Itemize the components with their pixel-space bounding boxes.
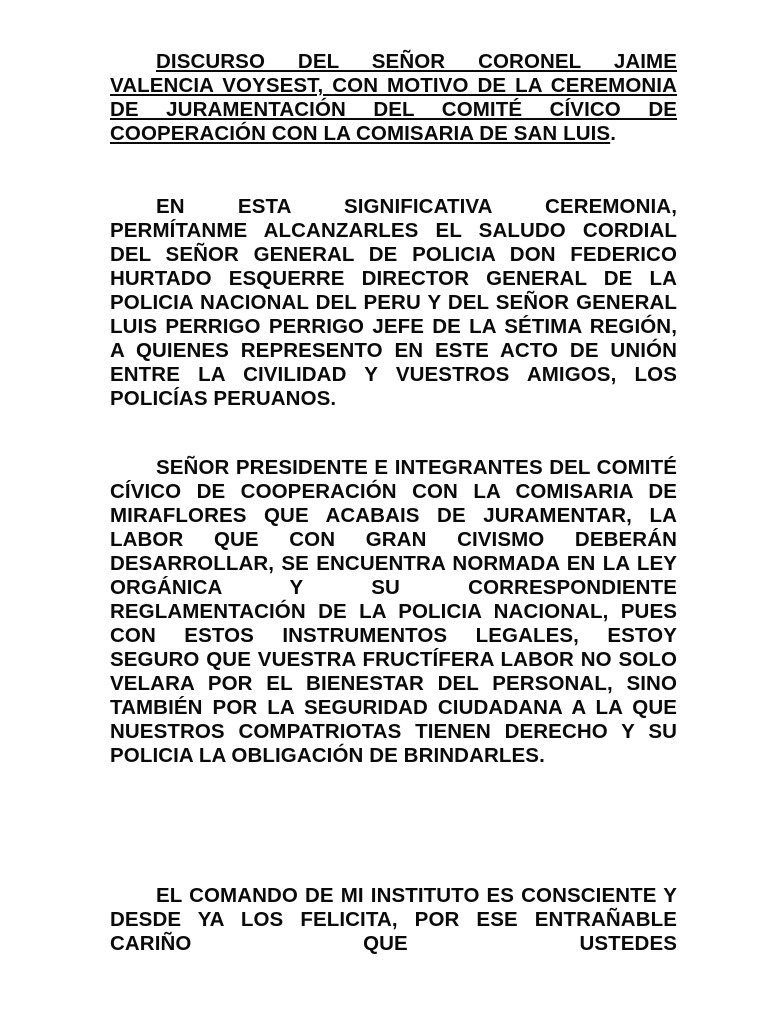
- paragraph-1: EN ESTA SIGNIFICATIVA CEREMONIA, PERMÍTANME ALCANZARLES EL SALUDO CORDIAL DEL SEÑOR GENERAL DE POLICIA DON FEDERICO HURTADO ESQUERRE DIRECTOR GENERAL DE LA POLICIA NACIONAL DEL PERU Y DEL SEÑOR GENERAL LUIS PERRIGO PERRIGO JEFE DE LA SÉTIMA REGIÓN, A QUIENES REPRESENTO EN ESTE ACTO DE UNIÓN ENTRE LA CIVILIDAD Y VUESTROS AMIGOS, LOS POLICÍAS PERUANOS.: [110, 195, 677, 410]
- document-title: [110, 50, 677, 146]
- paragraph-2: SEÑOR PRESIDENTE E INTEGRANTES DEL COMITÉ CÍVICO DE COOPERACIÓN CON LA COMISARIA DE MIRAFLORES QUE ACABAIS DE JURAMENTAR, LA LABOR QUE CON GRAN CIVISMO DEBERÁN DESARROLLAR, SE ENCUENTRA NORMADA EN LA LEY ORGÁNICA Y SU CORRESPONDIENTE REGLAMENTACIÓN DE LA POLICIA NACIONAL, PUES CON ESTOS INSTRUMENTOS LEGALES, ESTOY SEGURO QUE VUESTRA FRUCTÍFERA LABOR NO SOLO VELARA POR EL BIENESTAR DEL PERSONAL, SINO TAMBIÉN POR LA SEGURIDAD CIUDADANA A LA QUE NUESTROS COMPATRIOTAS TIENEN DERECHO Y SU POLICIA LA OBLIGACIÓN DE BRINDARLES.: [110, 456, 677, 767]
- document-title-period: .: [610, 122, 616, 145]
- document-title-text: DISCURSO DEL SEÑOR CORONEL JAIME VALENCIA VOYSEST, CON MOTIVO DE LA CEREMONIA DE JURAMENTACIÓN DEL COMITÉ CÍVICO DE COOPERACIÓN CON LA COMISARIA DE SAN LUIS: [110, 50, 677, 145]
- paragraph-3: EL COMANDO DE MI INSTITUTO ES CONSCIENTE Y DESDE YA LOS FELICITA, POR ESE ENTRAÑABLE CARIÑO QUE USTEDES: [110, 884, 677, 955]
